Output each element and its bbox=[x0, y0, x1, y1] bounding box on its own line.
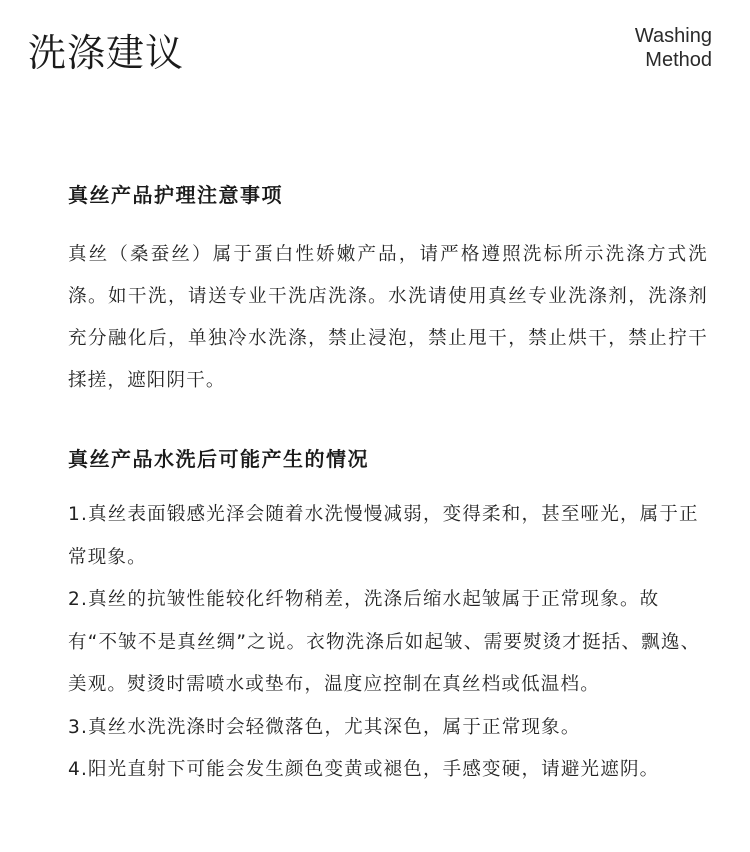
effects-list-item: 3.真丝水洗洗涤时会轻微落色，尤其深色，属于正常现象。 bbox=[68, 716, 581, 738]
page-title: 洗涤建议 bbox=[28, 31, 185, 75]
effects-list-item: 4.阳光直射下可能会发生颜色变黄或褪色，手感变硬，请避光遮阴。 bbox=[68, 759, 660, 780]
subtitle-line-washing: Washing bbox=[634, 25, 712, 47]
effects-list-item: 1.真丝表面锻感光泽会随着水洗慢慢减弱，变得柔和，甚至哑光，属于正常现象。 bbox=[68, 504, 699, 568]
washing-effects-section bbox=[68, 444, 708, 792]
page-header bbox=[0, 0, 750, 120]
english-subtitle bbox=[635, 24, 712, 72]
effects-section-heading: 真丝产品水洗后可能产生的情况 bbox=[68, 447, 369, 471]
effects-list bbox=[68, 494, 708, 792]
care-instructions-text: 真丝（桑蚕丝）属于蛋白性娇嫩产品，请严格遵照洗标所示洗涤方式洗涤。如干洗，请送专业干洗店洗涤。水洗请使用真丝专业洗涤剂，洗涤剂充分融化后，单独冷水洗涤，禁止浸泡，禁止甩干，禁止烘干，禁止拧干揉搓，遮阳阴干。 bbox=[68, 244, 708, 391]
subtitle-line-method: Method bbox=[645, 49, 712, 71]
effects-list-item: 2.真丝的抗皱性能较化纤物稍差，洗涤后缩水起皱属于正常现象。故有“不皱不是真丝绸”之说。衣物洗涤后如起皱、需要熨烫才挺括、飘逸、美观。熨烫时需喷水或垫布，温度应控制在真丝档或低温档。 bbox=[68, 589, 701, 695]
care-instructions-section bbox=[68, 180, 708, 402]
care-section-heading: 真丝产品护理注意事项 bbox=[68, 183, 283, 207]
